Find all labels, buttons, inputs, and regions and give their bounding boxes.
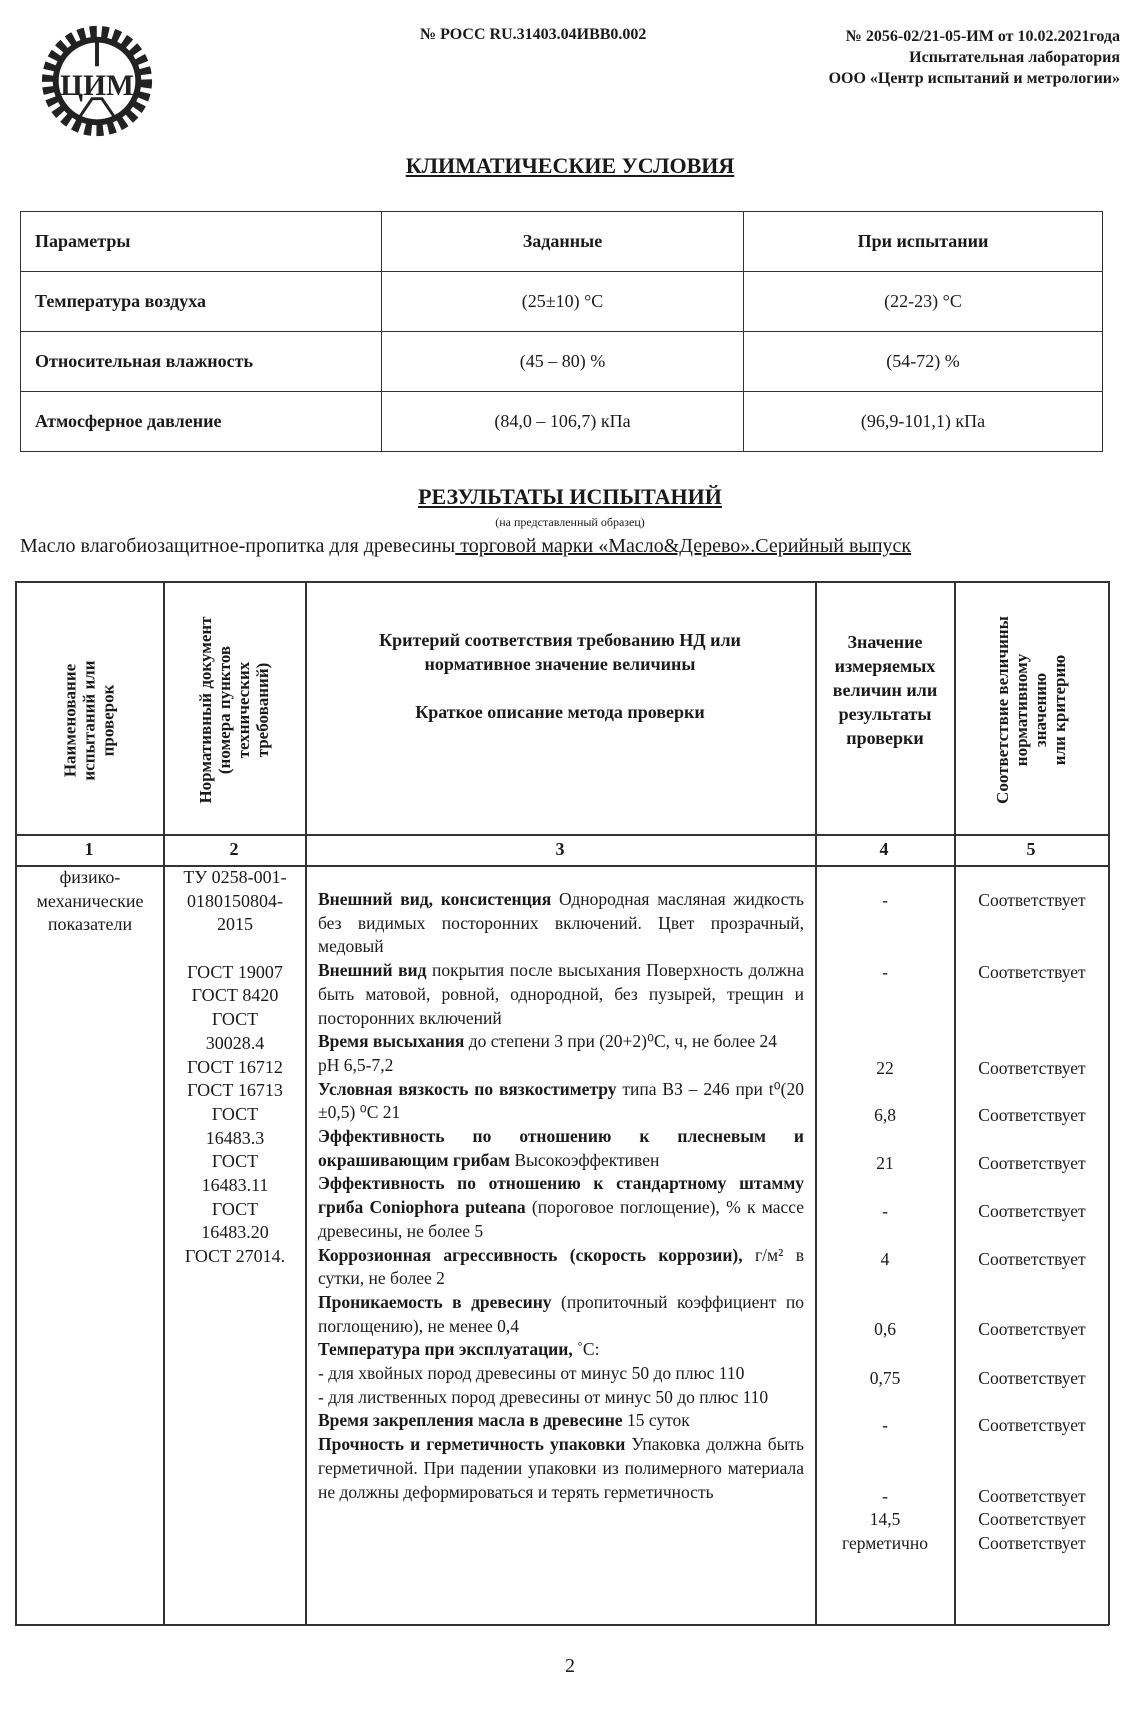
criterion-item — [318, 1409, 804, 1433]
measured-value: - — [882, 1486, 888, 1506]
compliance-value: Соответствует — [978, 890, 1086, 910]
results-subtitle: (на представленный образец) — [495, 515, 645, 529]
compliance-value: Соответствует — [978, 1415, 1086, 1435]
criterion-title: Коррозионная агрессивность (скорость коррозии), — [318, 1244, 743, 1265]
measured-value: герметично — [842, 1533, 928, 1553]
criterion-item — [318, 1125, 804, 1172]
doc-line: ГОСТ — [211, 1151, 259, 1172]
measured-value: 0,6 — [874, 1319, 896, 1339]
measured-value: - — [882, 1415, 888, 1435]
set-value-cell: (25±10) °C — [382, 272, 744, 332]
measured-value: 21 — [876, 1153, 894, 1173]
criterion-text: ˚С: — [572, 1339, 600, 1360]
product-name: Масло влагобиозащитное-пропитка для древесины — [20, 535, 456, 557]
criterion-item — [318, 1386, 804, 1410]
product-brand: торговой марки «Масло&Дерево».Серийный выпуск — [455, 535, 912, 557]
compliance-value: Соответствует — [978, 1058, 1086, 1078]
doc-line: ГОСТ — [211, 1009, 259, 1030]
compliance-value: Соответствует — [978, 1368, 1086, 1388]
criterion-text: pH 6,5-7,2 — [318, 1054, 394, 1075]
criterion-item — [318, 1172, 804, 1243]
criterion-item — [318, 959, 804, 1030]
criterion-title: Проникаемость в древесину — [318, 1291, 552, 1312]
test-group: физико-механические показатели — [36, 867, 144, 935]
doc-line: 16483.20 — [201, 1222, 269, 1243]
climate-title: КЛИМАТИЧЕСКИЕ УСЛОВИЯ — [405, 153, 735, 178]
measured-value: - — [882, 962, 888, 982]
svg-text:ЦИМ: ЦИМ — [60, 69, 134, 102]
measured-value: 6,8 — [874, 1105, 896, 1125]
criterion-text: (пропиточный коэффициент по поглощению), не менее 0,4 — [318, 1291, 804, 1336]
normative-docs — [168, 866, 302, 1269]
col-number: 2 — [229, 839, 239, 859]
criterion-text: г/м² в сутки, не более 2 — [318, 1244, 805, 1289]
measured-value: - — [882, 890, 888, 910]
doc-line: 0180150804- — [187, 890, 283, 911]
criterion-title: Время высыхания — [318, 1031, 465, 1052]
protocol-number: № 2056-02/21-05-ИМ от 10.02.2021года — [845, 28, 1120, 45]
criterion-item — [318, 1030, 804, 1054]
param-cell: Атмосферное давление — [21, 392, 382, 452]
ross-certificate-number: № РОСС RU.31403.04ИВВ0.002 — [420, 26, 647, 43]
page-number: 2 — [565, 1655, 575, 1677]
criteria-list — [318, 888, 804, 1504]
compliance-value: Соответствует — [978, 1153, 1086, 1173]
measured-value: 0,75 — [869, 1368, 901, 1388]
criterion-item — [318, 1362, 804, 1386]
protocol-header — [829, 26, 1120, 89]
doc-line: 16483.3 — [205, 1127, 265, 1148]
set-value-cell: (45 – 80) % — [382, 332, 744, 392]
col-number: 4 — [879, 839, 889, 859]
criterion-title: Внешний вид — [318, 960, 427, 981]
compliance-value: Соответствует — [978, 1105, 1086, 1125]
lab-name: Испытательная лаборатория — [909, 49, 1120, 66]
criterion-title: Температура при эксплуатации, — [318, 1339, 573, 1360]
compliance-value: Соответствует — [978, 1533, 1086, 1553]
criterion-item — [318, 888, 804, 959]
criterion-item — [318, 1244, 804, 1291]
criterion-text: типа ВЗ – 246 при t⁰(20 ±0,5) ⁰С 21 — [318, 1078, 804, 1123]
col-number: 1 — [84, 839, 94, 859]
col-number: 3 — [555, 839, 565, 859]
criterion-item — [318, 1291, 804, 1338]
measured-value: - — [882, 1201, 888, 1221]
criterion-text: до степени 3 при (20+2)⁰С, ч, не более 24 — [464, 1031, 778, 1052]
doc-line: ГОСТ 16712 — [187, 1056, 283, 1077]
compliance-value: Соответствует — [978, 962, 1086, 982]
doc-line: ГОСТ 27014. — [184, 1246, 286, 1266]
criterion-text: (пороговое поглощение), % к массе древесины, не более 5 — [318, 1197, 804, 1241]
compliance-value: Соответствует — [978, 1201, 1086, 1221]
col5-header: Соответствие величины нормативному значению или критерию — [993, 616, 1069, 804]
test-value-cell: (96,9-101,1) кПа — [744, 392, 1103, 452]
header-cell: При испытании — [744, 212, 1103, 272]
doc-line: ГОСТ — [211, 1198, 259, 1219]
col3-header: Критерий соответствия требованию НД или нормативное значение величины Краткое описание метода проверки — [379, 630, 741, 722]
table-header-row — [21, 212, 1103, 272]
compliance-value: Соответствует — [978, 1509, 1086, 1529]
criterion-title: Внешний вид, консистенция — [318, 889, 552, 909]
col-number: 5 — [1026, 839, 1036, 859]
doc-line: 30028.4 — [205, 1032, 265, 1053]
criterion-item — [318, 1433, 804, 1504]
col2-header: Нормативный документ (номера пунктов технических требований) — [196, 616, 272, 804]
doc-line: ГОСТ 8420 — [191, 985, 279, 1006]
criterion-item — [318, 1054, 804, 1078]
compliance-value: Соответствует — [978, 1319, 1086, 1339]
measured-value: 14,5 — [869, 1509, 901, 1529]
col4-header: Значение измеряемых величин или результаты проверки — [832, 632, 938, 748]
doc-line: ГОСТ 19007 — [187, 961, 283, 982]
doc-line: ГОСТ 16713 — [187, 1080, 283, 1101]
criterion-text: - для хвойных пород древесины от минус 50 до плюс 110 — [318, 1363, 745, 1384]
climate-table — [20, 211, 1103, 452]
measured-value: 22 — [876, 1058, 894, 1078]
doc-line: 2015 — [217, 914, 253, 935]
org-name: ООО «Центр испытаний и метрологии» — [828, 70, 1120, 87]
criterion-text: Высокоэффективен — [510, 1149, 660, 1170]
measured-value: 4 — [880, 1249, 890, 1269]
doc-line: 16483.11 — [201, 1174, 269, 1195]
criterion-text: Упаковка должна быть герметичной. При падении упаковки из полимерного материала не должны деформироваться и терять герметичность — [318, 1434, 804, 1502]
criterion-item — [318, 1078, 804, 1125]
criterion-text: покрытия после высыхания Поверхность должна быть матовой, ровной, однородной, без пузырей, трещин и посторонних включений — [318, 960, 804, 1028]
criterion-title: Прочность и герметичность упаковки — [318, 1434, 626, 1455]
criterion-title: Время закрепления масла в древесине — [318, 1410, 623, 1431]
criterion-text: - для лиственных пород древесины от минус 50 до плюс 110 — [318, 1386, 769, 1407]
doc-line — [168, 937, 302, 961]
param-cell: Относительная влажность — [21, 332, 382, 392]
doc-line: ГОСТ — [211, 1103, 259, 1124]
set-value-cell: (84,0 – 106,7) кПа — [382, 392, 744, 452]
header-cell: Параметры — [21, 212, 382, 272]
test-value-cell: (54-72) % — [744, 332, 1103, 392]
compliance-value: Соответствует — [978, 1249, 1086, 1269]
criterion-title: Эффективность по отношению к плесневым и окрашивающим грибам — [318, 1126, 804, 1170]
criterion-text: Однородная масляная жидкость без видимых посторонних включений. Цвет прозрачный, медовый — [318, 889, 804, 957]
criterion-title: Эффективность по отношению к стандартному штамму гриба Coniophora puteana — [318, 1173, 804, 1218]
company-logo — [38, 22, 156, 140]
product-description — [20, 535, 911, 558]
test-value-cell: (22-23) °C — [744, 272, 1103, 332]
col1-header: Наименование испытаний или проверок — [60, 660, 118, 781]
criterion-item — [318, 1338, 804, 1362]
compliance-value: Соответствует — [978, 1486, 1086, 1506]
param-cell: Температура воздуха — [21, 272, 382, 332]
table-row — [21, 272, 1103, 332]
criterion-text: 15 суток — [622, 1410, 690, 1431]
criterion-title: Условная вязкость по вязкостиметру — [318, 1078, 617, 1099]
table-row — [21, 392, 1103, 452]
doc-line: ТУ 0258-001- — [183, 867, 287, 887]
header-cell: Заданные — [382, 212, 744, 272]
results-title: РЕЗУЛЬТАТЫ ИСПЫТАНИЙ — [418, 484, 722, 509]
table-row — [21, 332, 1103, 392]
